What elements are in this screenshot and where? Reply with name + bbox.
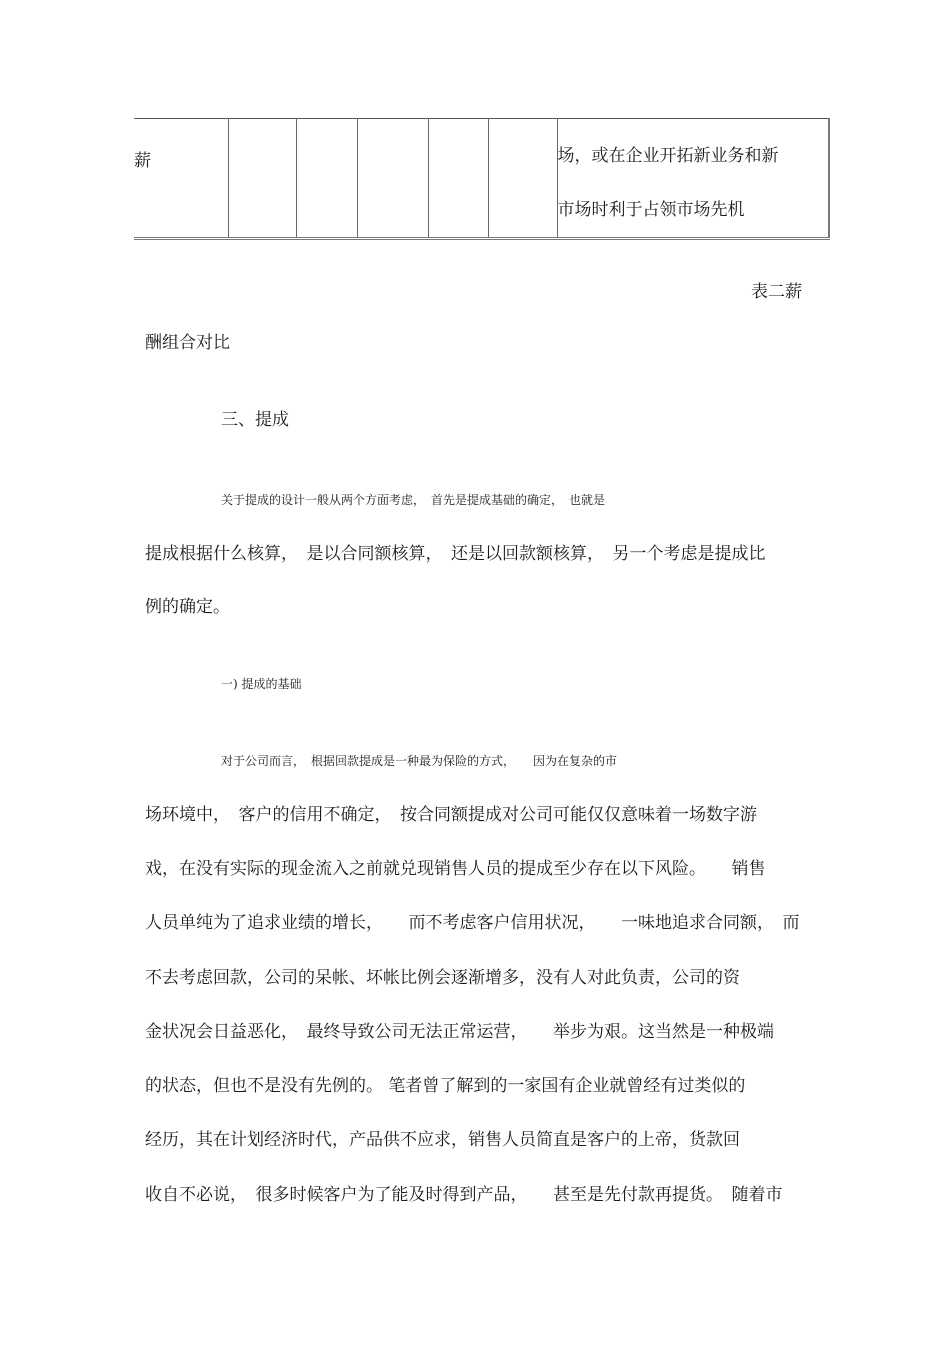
paragraph-line: 场环境中， 客户的信用不确定， 按合同额提成对公司可能仅仅意味着一场数字游 xyxy=(145,805,757,825)
subheading: 一) 提成的基础 xyxy=(221,677,302,691)
table-caption: 表二薪 xyxy=(751,282,802,302)
table-row xyxy=(134,119,829,239)
table-cell-empty xyxy=(428,119,488,239)
paragraph-line: 提成根据什么核算， 是以合同额核算， 还是以回款额核算， 另一个考虑是提成比 xyxy=(145,544,766,564)
cell-text: 薪 xyxy=(134,151,151,171)
table-cell-description xyxy=(557,119,829,239)
salary-comparison-table-continuation xyxy=(134,118,830,240)
cell-text-line: 市场时利于占领市场先机 xyxy=(557,200,745,220)
paragraph-line: 的状态，但也不是没有先例的。 笔者曾了解到的一家国有企业就曾经有过类似的 xyxy=(145,1076,746,1096)
table-cell-empty xyxy=(488,119,557,239)
paragraph-line: 不去考虑回款，公司的呆帐、坏帐比例会逐渐增多，没有人对此负责，公司的资 xyxy=(145,968,740,988)
paragraph-line: 收自不必说， 很多时候客户为了能及时得到产品， 甚至是先付款再提货。 随着市 xyxy=(145,1185,783,1205)
table-cell-empty xyxy=(296,119,357,239)
paragraph-line: 人员单纯为了追求业绩的增长， 而不考虑客户信用状况， 一味地追求合同额， 而 xyxy=(145,913,800,933)
paragraph-line: 关于提成的设计一般从两个方面考虑， 首先是提成基础的确定， 也就是 xyxy=(221,493,606,507)
table-cell-category xyxy=(134,119,228,239)
paragraph-line: 例的确定。 xyxy=(145,597,230,617)
paragraph-line: 金状况会日益恶化， 最终导致公司无法正常运营， 举步为艰。这当然是一种极端 xyxy=(145,1022,774,1042)
table-cell-empty xyxy=(357,119,428,239)
section-heading: 三、提成 xyxy=(221,410,289,430)
paragraph-line: 对于公司而言， 根据回款提成是一种最为保险的方式， 因为在复杂的市 xyxy=(221,754,618,768)
paragraph-line: 戏，在没有实际的现金流入之前就兑现销售人员的提成至少存在以下风险。 销售 xyxy=(145,859,766,879)
table-caption-continued: 酬组合对比 xyxy=(145,333,230,353)
table-cell-empty xyxy=(228,119,296,239)
cell-text-line: 场，或在企业开拓新业务和新 xyxy=(557,146,779,166)
paragraph-line: 经历，其在计划经济时代，产品供不应求，销售人员简直是客户的上帝，货款回 xyxy=(145,1130,740,1150)
